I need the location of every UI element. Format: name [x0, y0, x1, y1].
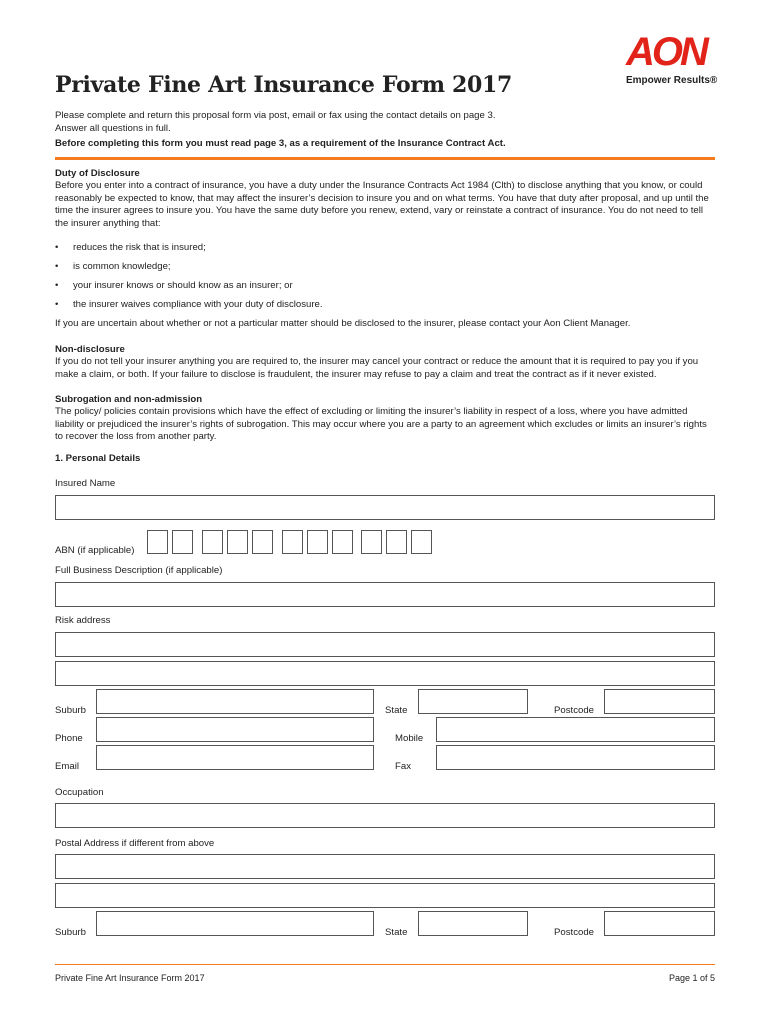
intro-line-2: Answer all questions in full. [55, 123, 171, 134]
duty-heading: Duty of Disclosure [55, 168, 140, 179]
risk-address-line-2[interactable] [55, 661, 715, 686]
risk-address-label: Risk address [55, 615, 111, 626]
header-rule [55, 157, 715, 160]
postcode-field[interactable] [604, 689, 715, 714]
fax-label: Fax [395, 761, 411, 772]
bullet-text: is common knowledge; [73, 261, 171, 272]
bullet-dot: • [55, 261, 59, 272]
page-title: Private Fine Art Insurance Form 2017 [55, 72, 513, 98]
duty-bullet [55, 280, 655, 293]
abn-digit-box[interactable] [307, 530, 328, 554]
duty-bullet [55, 242, 655, 255]
abn-digit-box[interactable] [361, 530, 382, 554]
bullet-dot: • [55, 280, 59, 291]
suburb-field[interactable] [96, 689, 374, 714]
email-label: Email [55, 761, 79, 772]
bullet-text: your insurer knows or should know as an insurer; or [73, 280, 293, 291]
non-disclosure-heading: Non-disclosure [55, 344, 125, 355]
tagline: Empower Results® [626, 75, 718, 86]
fax-field[interactable] [436, 745, 715, 770]
postal-address-label: Postal Address if different from above [55, 838, 215, 849]
postal-suburb-field[interactable] [96, 911, 374, 936]
footer-title: Private Fine Art Insurance Form 2017 [55, 973, 205, 983]
business-desc-label: Full Business Description (if applicable) [55, 565, 223, 576]
postal-address-line-2[interactable] [55, 883, 715, 908]
abn-digit-box[interactable] [282, 530, 303, 554]
state-field[interactable] [418, 689, 528, 714]
footer-rule [55, 964, 715, 965]
intro-line-3: Before completing this form you must read page 3, as a requirement of the Insurance Contract Act. [55, 138, 506, 149]
insured-name-field[interactable] [55, 495, 715, 520]
duty-bullet [55, 299, 655, 312]
risk-address-line-1[interactable] [55, 632, 715, 657]
postcode-label: Postcode [554, 705, 595, 716]
page-number: Page 1 of 5 [668, 973, 715, 983]
non-disclosure-body: If you do not tell your insurer anything you are required to, the insurer may cancel your contract or reduce the amount that it is required to pay you if you make a claim, or both. If your failure to disclose is fraudulent, the insurer may refuse to pay a claim and treat the contract as if it never existed. [55, 356, 699, 380]
abn-digit-box[interactable] [411, 530, 432, 554]
mobile-field[interactable] [436, 717, 715, 742]
abn-digit-box[interactable] [386, 530, 407, 554]
phone-label: Phone [55, 733, 83, 744]
abn-digit-box[interactable] [227, 530, 248, 554]
phone-field[interactable] [96, 717, 374, 742]
bullet-text: reduces the risk that is insured; [73, 242, 206, 253]
business-desc-field[interactable] [55, 582, 715, 607]
insured-name-label: Insured Name [55, 478, 116, 489]
postal-address-line-1[interactable] [55, 854, 715, 879]
abn-digit-box[interactable] [172, 530, 193, 554]
mobile-label: Mobile [395, 733, 424, 744]
postal-state-label: State [385, 927, 408, 938]
abn-digit-box[interactable] [202, 530, 223, 554]
subrogation-body: The policy/ policies contain provisions which have the effect of excluding or limiting the insurer’s liability in respect of a loss, where you have admitted liability or prejudiced the insurer’s rights of subrogation. This may occur where you are a party to an agreement which excludes or limits an insurer’s rights to recover the loss from another party. [55, 406, 707, 443]
abn-digit-box[interactable] [147, 530, 168, 554]
abn-digit-box[interactable] [332, 530, 353, 554]
bullet-text: the insurer waives compliance with your duty of disclosure. [73, 299, 323, 310]
abn-digit-box[interactable] [252, 530, 273, 554]
postal-suburb-label: Suburb [55, 927, 86, 938]
suburb-label: Suburb [55, 705, 86, 716]
section-heading-personal: 1. Personal Details [55, 453, 141, 464]
postal-postcode-field[interactable] [604, 911, 715, 936]
aon-logo: AON [626, 30, 706, 74]
occupation-field[interactable] [55, 803, 715, 828]
duty-body: Before you enter into a contract of insurance, you have a duty under the Insurance Contracts Act 1984 (Clth) to disclose anything that you know, or could reasonably be expected to know, that may affect the insurer’s decision to insure you and on what terms. You have that duty after proposal, and up until the time the insurer agrees to insure you. You have the same duty before you renew, extend, vary or reinstate a contract of insurance. You do not need to tell the insurer anything that: [55, 180, 709, 229]
bullet-dot: • [55, 242, 59, 253]
postal-postcode-label: Postcode [554, 927, 595, 938]
occupation-label: Occupation [55, 787, 104, 798]
abn-label: ABN (if applicable) [55, 545, 135, 556]
postal-state-field[interactable] [418, 911, 528, 936]
bullet-dot: • [55, 299, 59, 310]
duty-closing: If you are uncertain about whether or not a particular matter should be disclosed to the insurer, please contact your Aon Client Manager. [55, 318, 631, 329]
intro-line-1: Please complete and return this proposal form via post, email or fax using the contact details on page 3. [55, 110, 496, 121]
email-field[interactable] [96, 745, 374, 770]
state-label: State [385, 705, 408, 716]
subrogation-heading: Subrogation and non-admission [55, 394, 203, 405]
duty-bullet [55, 261, 655, 274]
